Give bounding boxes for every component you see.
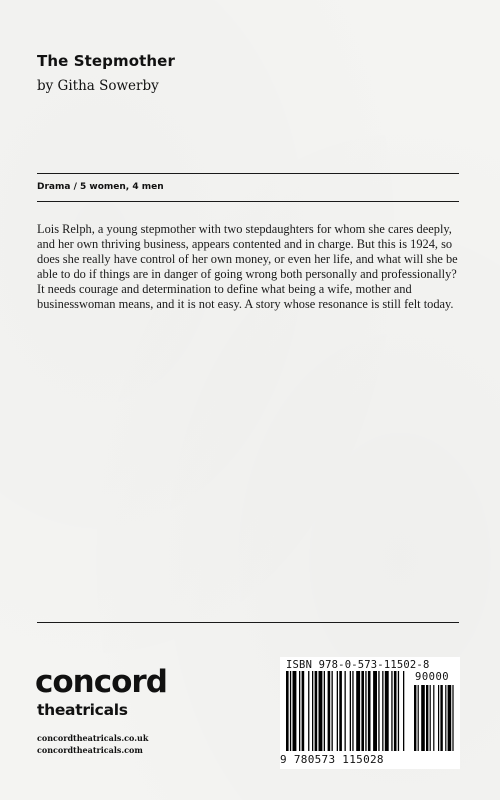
- barcode-addon-bar: [448, 685, 452, 751]
- publisher-logo-sub: theatricals: [37, 701, 128, 719]
- barcode-addon-bar: [440, 685, 442, 751]
- barcode-graphic: [286, 671, 456, 753]
- barcode-bar: [328, 671, 331, 751]
- publisher-logo-name: concord: [35, 664, 167, 700]
- barcode-bar: [345, 671, 346, 751]
- barcode-bar: [350, 671, 351, 751]
- barcode-bar: [332, 671, 333, 751]
- barcode-bar: [302, 671, 305, 751]
- book-author: by Githa Sowerby: [37, 78, 159, 94]
- barcode-bar: [356, 671, 360, 751]
- divider-middle: [37, 201, 459, 202]
- barcode-bar: [373, 671, 377, 751]
- barcode-bar: [315, 671, 318, 751]
- barcode-bar: [308, 671, 309, 751]
- barcode-bar: [391, 671, 392, 751]
- barcode-bar: [352, 671, 353, 751]
- barcode-bar: [361, 671, 364, 751]
- barcode-addon-bar: [433, 685, 434, 751]
- barcode-bar: [368, 671, 371, 751]
- barcode-addon-bar: [445, 685, 446, 751]
- divider-top: [37, 173, 459, 174]
- isbn-label: ISBN 978-0-573-11502-8: [286, 659, 430, 671]
- barcode-addon-bar: [430, 685, 431, 751]
- barcode-bar: [398, 671, 399, 751]
- divider-bottom: [37, 622, 459, 623]
- barcode-addon-bar: [421, 685, 425, 751]
- barcode-bar: [378, 671, 379, 751]
- barcode-bar: [319, 671, 323, 751]
- barcode-bar: [337, 671, 338, 751]
- barcode-addon-digits: 90000: [415, 671, 450, 683]
- barcode-bar: [385, 671, 389, 751]
- genre-cast-line: Drama / 5 women, 4 men: [37, 182, 164, 192]
- isbn-barcode-block: [280, 657, 460, 769]
- barcode-bar: [286, 671, 289, 751]
- barcode-bar: [299, 671, 300, 751]
- barcode-bar: [339, 671, 342, 751]
- book-blurb: Lois Relph, a young stepmother with two stepdaughters for whom she cares deeply, and her own thriving business, appears contented and in charge. But this is 1924, so does she really have control of her own money, or even her life, and what will she be able to do if things are in danger of going wrong both personally and professionally? It needs courage and determination to define what being a wife, mother and businesswoman means, and it is not easy. A story whose resonance is still felt today.: [37, 222, 458, 311]
- barcode-addon-bar: [426, 685, 428, 751]
- barcode-bar: [382, 671, 383, 751]
- barcode-ean-digits: 9 780573 115028: [280, 753, 384, 766]
- publisher-url-uk: concordtheatricals.co.uk: [37, 733, 149, 743]
- barcode-bar: [324, 671, 325, 751]
- barcode-addon-bar: [452, 685, 453, 751]
- barcode-addon-bar: [414, 685, 416, 751]
- barcode-bar: [365, 671, 366, 751]
- publisher-url-us: concordtheatricals.com: [37, 745, 143, 755]
- barcode-addon-bar: [438, 685, 439, 751]
- barcode-bar: [394, 671, 397, 751]
- barcode-bar: [290, 671, 291, 751]
- barcode-addon-bar: [418, 685, 419, 751]
- barcode-bar: [293, 671, 297, 751]
- book-title: The Stepmother: [37, 52, 175, 70]
- barcode-bar: [312, 671, 313, 751]
- barcode-bar: [403, 671, 404, 751]
